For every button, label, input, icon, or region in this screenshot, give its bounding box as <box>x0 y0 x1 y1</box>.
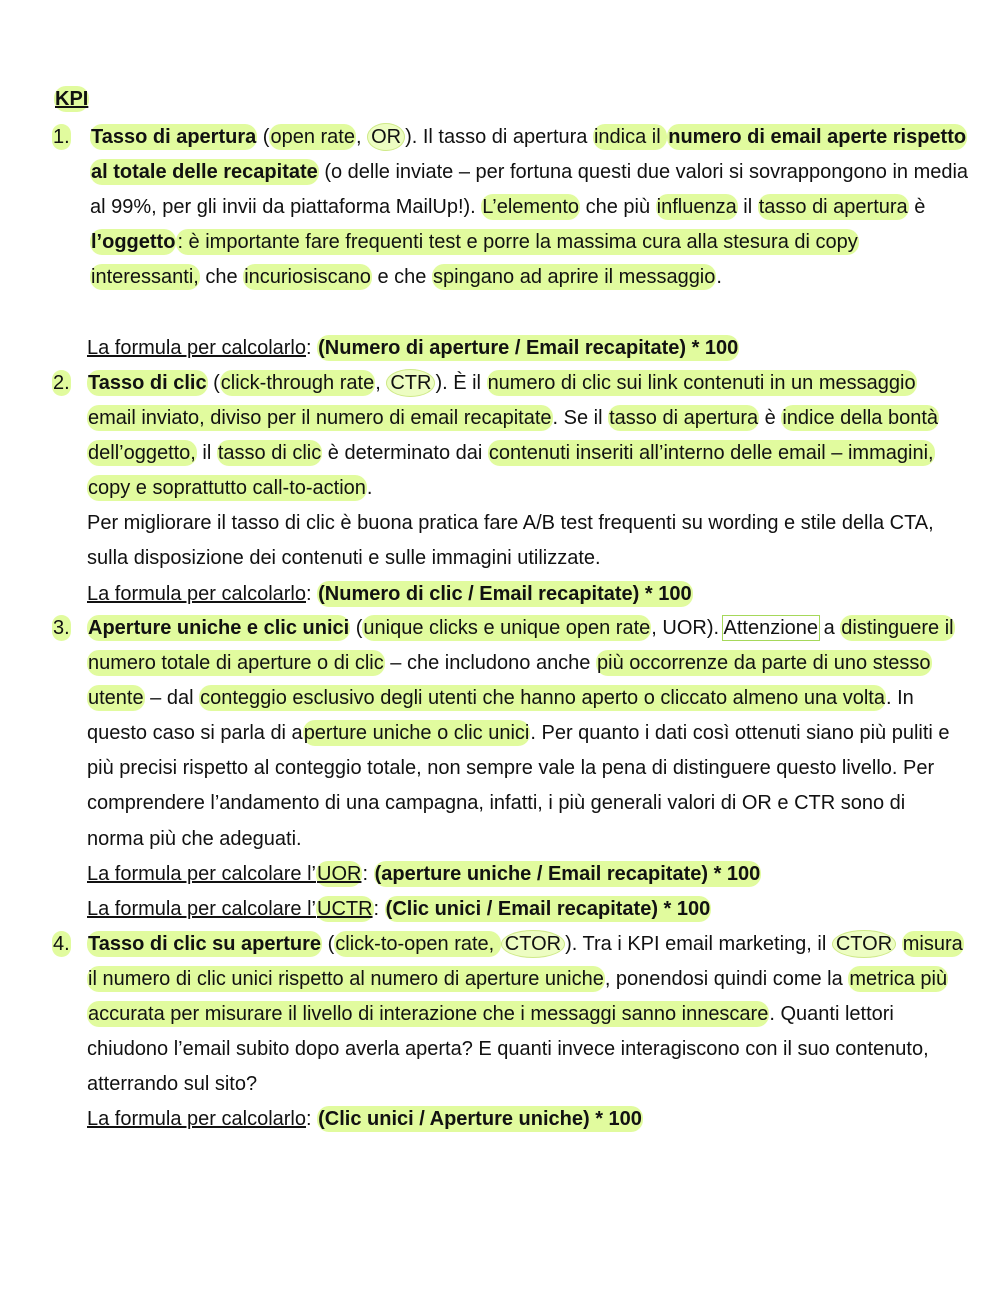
formula-line: La formula per calcolarlo: (Clic unici / Aperture uniche) * 100 <box>87 1108 642 1131</box>
list-number: 1. <box>53 126 70 148</box>
formula-label: La formula per calcolarlo <box>87 337 306 359</box>
list-number: 2. <box>53 372 70 394</box>
formula: (Numero di aperture / Email recapitate) * 100 <box>318 337 739 359</box>
formula: (Clic unici / Aperture uniche) * 100 <box>318 1108 642 1131</box>
paragraph: Per migliorare il tasso di clic è buona pratica fare A/B test frequenti su wording e stile della CTA, sulla disposizione dei contenuti e sulle immagini utilizzate. <box>87 512 934 570</box>
term: click-to-open rate, <box>335 933 500 955</box>
abbreviation: UOR <box>662 617 707 639</box>
item-title: Tasso di clic su aperture <box>88 933 322 955</box>
formula-label: La formula per calcolare l’ <box>87 862 316 885</box>
abbreviation: CTOR <box>501 930 565 958</box>
item-title: Tasso di apertura <box>91 126 257 148</box>
formula-line: La formula per calcolare l’UCTR: (Clic unici / Email recapitate) * 100 <box>87 897 711 920</box>
list-item-body: Tasso di apertura (open rate, OR ). Il tasso di apertura indica il numero di email aperte rispetto al totale delle recapitate (o delle inviate – per fortuna questi due valori si sovrappongono in media al 99%, per gli invii da piattaforma MailUp!). L’elemento che più influenza il tasso di apertura è l’oggetto : è importante fare frequenti test e porre la massima cura alla stesura di copy interessanti, che incuriosiscano e che spingano ad aprire il messaggio. <box>90 120 970 295</box>
formula-label: La formula per calcolarlo <box>87 1108 306 1131</box>
formula-line: La formula per calcolarlo: (Numero di aperture / Email recapitate) * 100 <box>87 337 739 359</box>
term: open rate <box>270 126 355 148</box>
abbreviation: OR <box>367 123 405 151</box>
formula-line: La formula per calcolare l’UOR: (aperture uniche / Email recapitate) * 100 <box>87 862 761 885</box>
item-title: Aperture uniche e clic unici <box>88 617 350 639</box>
term: unique clicks e unique open rate <box>363 617 651 639</box>
list-item-body: Tasso di clic (click-through rate, CTR ). È il numero di clic sui link contenuti in un messaggio email inviato, diviso per il numero di email recapitate. Se il tasso di apertura è indice della bontà dell’oggetto, il tasso di clic è determinato dai contenuti inseriti all’interno delle email – immagini, copy e soprattutto call-to-action. Per migliorare il tasso di clic è buona pratica fare A/B test frequenti su wording e stile della CTA, sulla disposizione dei contenuti e sulle immagini utilizzate. La formula per calcolarlo: (Numero di clic / Email recapitate) * 100 <box>87 366 967 612</box>
formula: (Numero di clic / Email recapitate) * 100 <box>318 582 692 605</box>
formula-label: La formula per calcolare l’ <box>87 897 316 920</box>
list-number: 4. <box>53 933 70 955</box>
item-title: Tasso di clic <box>88 372 207 394</box>
term: click-through rate <box>220 372 375 394</box>
formula: (aperture uniche / Email recapitate) * 100 <box>374 862 761 885</box>
boxed-word: Attenzione <box>723 617 819 639</box>
formula-line: La formula per calcolarlo: (Numero di clic / Email recapitate) * 100 <box>87 582 692 605</box>
formula-label: La formula per calcolarlo <box>87 582 306 605</box>
abbreviation: CTR <box>386 369 435 397</box>
formula: (Clic unici / Email recapitate) * 100 <box>385 897 711 920</box>
document-heading: KPI <box>55 88 89 110</box>
list-item-body: Tasso di clic su aperture (click-to-open rate, CTOR ). Tra i KPI email marketing, il CTOR misura il numero di clic unici rispetto al numero di aperture uniche, ponendosi quindi come la metrica più accurata per misurare il livello di interazione che i messaggi sanno innescare. Quanti lettori chiudono l’email subito dopo averla aperta? E quanti invece interagiscono con il suo contenuto, atterrando sul sito? La formula per calcolarlo: (Clic unici / Aperture uniche) * 100 <box>87 927 967 1138</box>
list-item-body: Aperture uniche e clic unici (unique clicks e unique open rate, UOR). Attenzione a distinguere il numero totale di aperture o di clic – che includono anche più occorrenze da parte di uno stesso utente – dal conteggio esclusivo degli utenti che hanno aperto o cliccato almeno una volta. In questo caso si parla di aperture uniche o clic unici. Per quanto i dati così ottenuti siano più puliti e più precisi rispetto al conteggio totale, non sempre vale la pena di distinguere questo livello. Per comprendere l’andamento di una campagna, infatti, i più generali valori di OR e CTR sono di norma più che adeguati. La formula per calcolare l’UOR: (aperture uniche / Email recapitate) * 100 La formula per calcolare l’UCTR: (Clic unici / Email recapitate) * 100 <box>87 611 967 927</box>
list-number: 3. <box>53 617 70 639</box>
